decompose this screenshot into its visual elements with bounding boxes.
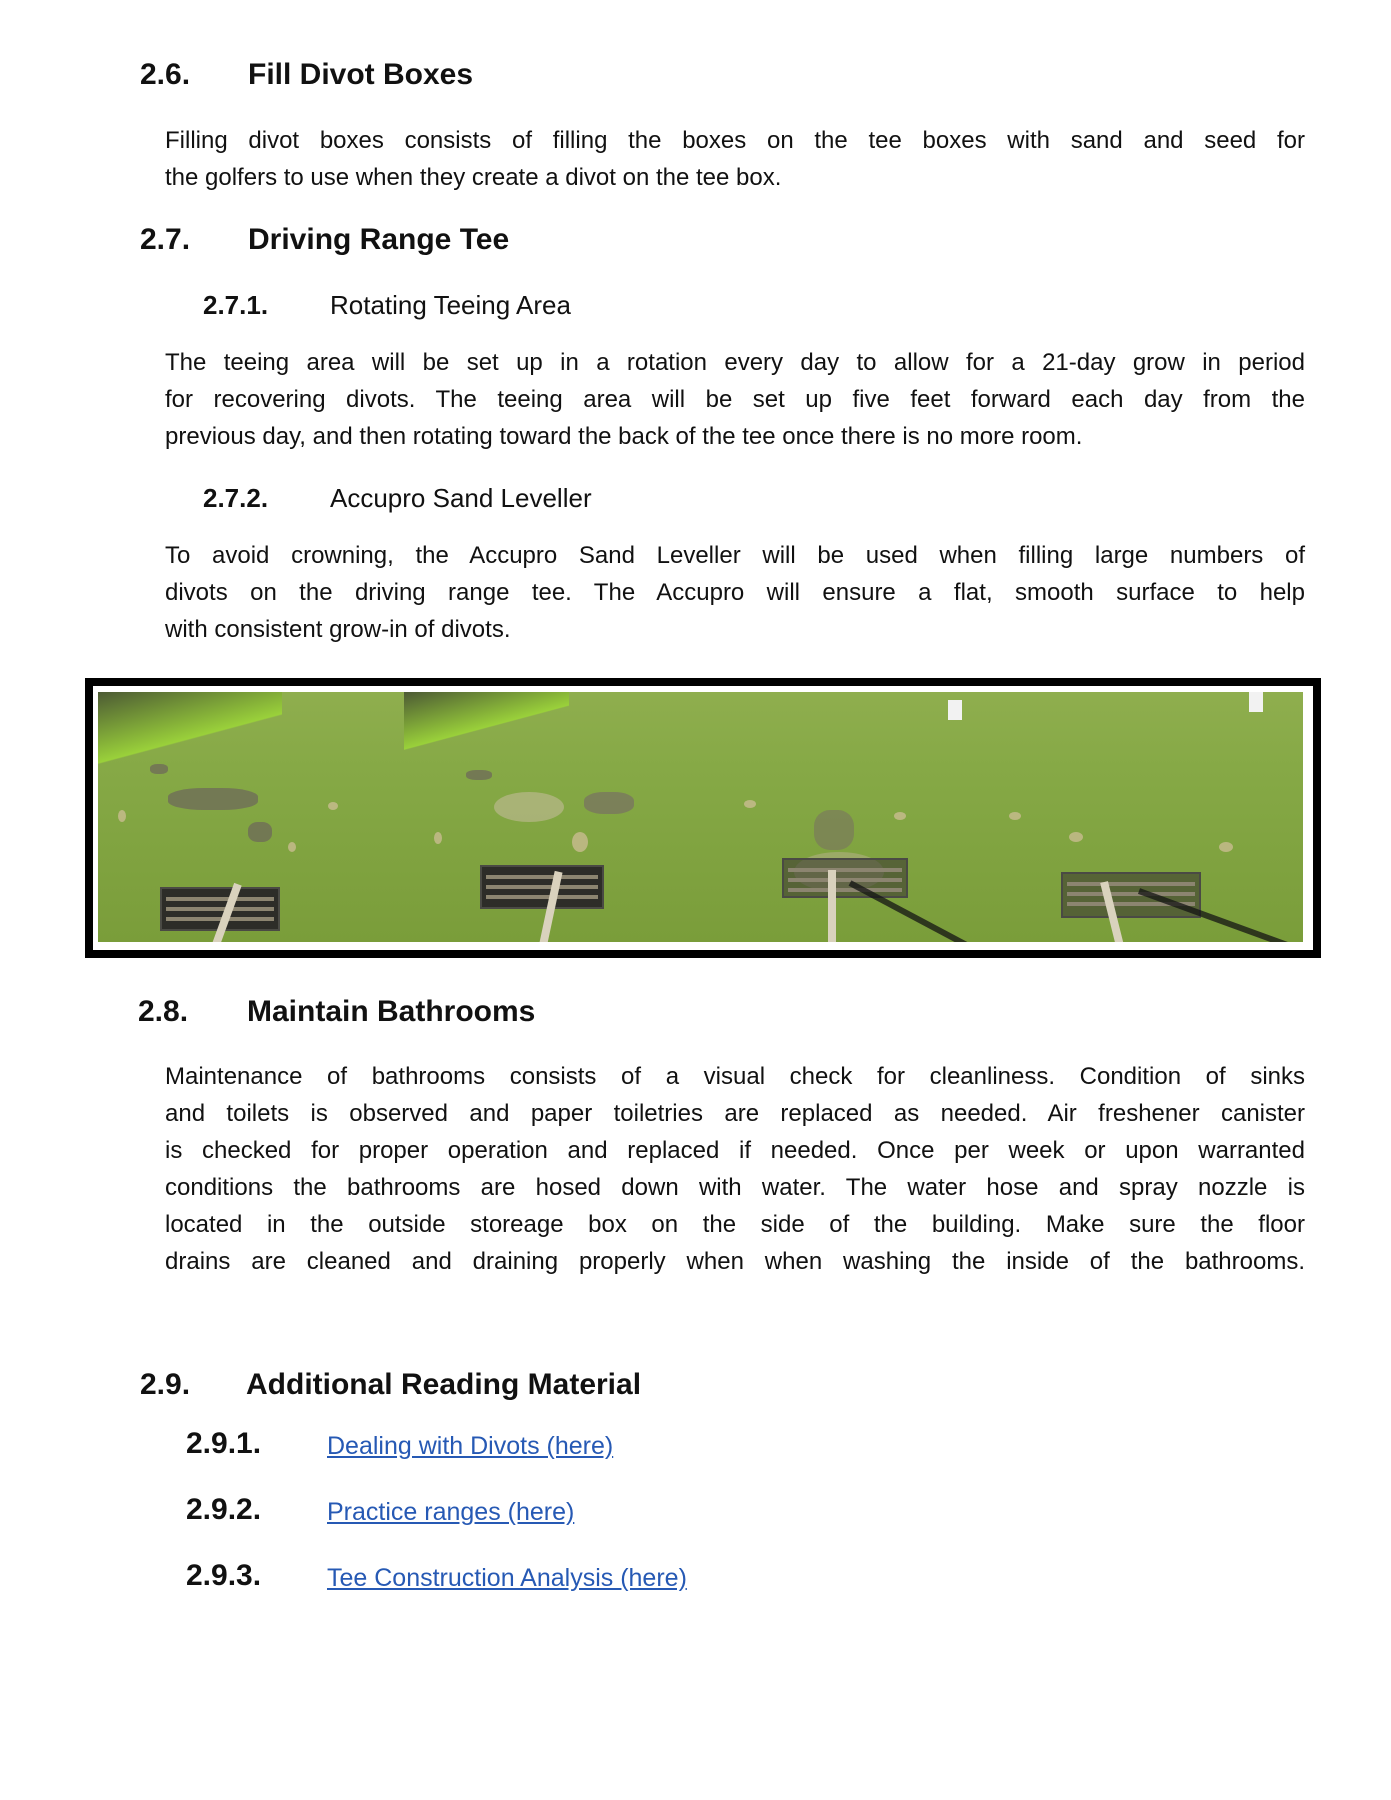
- section-title: Maintain Bathrooms: [247, 995, 536, 1028]
- paragraph-line: and toilets is observed and paper toiletries are replaced as needed. Air freshener canister: [165, 1100, 1305, 1127]
- subsection-title: Accupro Sand Leveller: [330, 483, 592, 513]
- sand-spot: [572, 832, 588, 852]
- paragraph-line: for recovering divots. The teeing area will be set up five feet forward each day from the: [165, 386, 1305, 413]
- subsection-title: Rotating Teeing Area: [330, 290, 571, 320]
- photo-panel-2: [404, 692, 704, 942]
- divot-patch: [248, 822, 272, 842]
- paragraph-line: The teeing area will be set up in a rotation every day to allow for a 21-day grow in period: [165, 349, 1305, 376]
- sand-spot: [894, 812, 906, 820]
- divot-patch: [584, 792, 634, 814]
- tee-marker: [948, 700, 962, 720]
- photo-panel-4: [989, 692, 1303, 942]
- divot-patch: [168, 788, 258, 810]
- photo-strip: [98, 692, 1303, 942]
- paragraph-line: drains are cleaned and draining properly when when washing the inside of the bathrooms.: [165, 1248, 1305, 1275]
- hedge-shape: [404, 692, 569, 752]
- sand-spot: [1219, 842, 1233, 852]
- photo-panel-1: [98, 692, 404, 942]
- subsection-heading-2-7-1: [203, 289, 803, 321]
- reading-item-2-9-3: [186, 1558, 886, 1594]
- subsection-number: 2.7.2.: [203, 483, 269, 513]
- divot-patch: [466, 770, 492, 780]
- sand-spot: [494, 792, 564, 822]
- rake-handle: [828, 870, 836, 942]
- link-tee-construction-analysis[interactable]: Tee Construction Analysis (here): [327, 1564, 687, 1592]
- sand-spot: [434, 832, 442, 844]
- section-title: Additional Reading Material: [246, 1368, 642, 1401]
- divot-patch: [814, 810, 854, 850]
- paragraph-fill-divot-boxes: [165, 122, 1305, 196]
- rake-icon: [1061, 872, 1201, 918]
- section-heading-2-9: [140, 1367, 840, 1403]
- reading-item-number: 2.9.1.: [186, 1427, 262, 1460]
- sand-spot: [744, 800, 756, 808]
- reading-item-number: 2.9.2.: [186, 1493, 262, 1526]
- sand-spot: [1069, 832, 1083, 842]
- link-practice-ranges[interactable]: Practice ranges (here): [327, 1498, 575, 1526]
- sand-spot: [118, 810, 126, 822]
- paragraph-rotating-teeing-area: [165, 344, 1305, 455]
- paragraph-line: with consistent grow-in of divots.: [165, 616, 511, 643]
- divot-patch: [150, 764, 168, 774]
- link-dealing-with-divots[interactable]: Dealing with Divots (here): [327, 1432, 614, 1460]
- section-title: Driving Range Tee: [248, 223, 510, 256]
- reading-item-2-9-1: [186, 1426, 886, 1462]
- reading-item-number: 2.9.3.: [186, 1559, 262, 1592]
- section-title: Fill Divot Boxes: [248, 58, 474, 91]
- paragraph-maintain-bathrooms: [165, 1058, 1305, 1280]
- sand-spot: [328, 802, 338, 810]
- paragraph-line: conditions the bathrooms are hosed down with water. The water hose and spray nozzle is: [165, 1174, 1305, 1201]
- paragraph-line: To avoid crowning, the Accupro Sand Leveller will be used when filling large numbers of: [165, 542, 1305, 569]
- subsection-number: 2.7.1.: [203, 290, 269, 320]
- paragraph-line: Filling divot boxes consists of filling the boxes on the tee boxes with sand and seed for: [165, 127, 1305, 154]
- tee-marker: [1249, 692, 1263, 712]
- section-number: 2.9.: [140, 1368, 191, 1401]
- paragraph-accupro-sand-leveller: [165, 537, 1305, 648]
- paragraph-line: the golfers to use when they create a divot on the tee box.: [165, 164, 782, 191]
- paragraph-line: divots on the driving range tee. The Accupro will ensure a flat, smooth surface to help: [165, 579, 1305, 606]
- paragraph-line: previous day, and then rotating toward the back of the tee once there is no more room.: [165, 423, 1083, 450]
- subsection-heading-2-7-2: [203, 482, 803, 514]
- photo-panel-3: [704, 692, 989, 942]
- hedge-shape: [98, 692, 282, 772]
- section-heading-2-8: [138, 994, 738, 1030]
- reading-item-2-9-2: [186, 1492, 886, 1528]
- section-number: 2.7.: [140, 223, 191, 256]
- section-number: 2.8.: [138, 995, 189, 1028]
- sand-spot: [1009, 812, 1021, 820]
- rake-icon: [782, 858, 908, 898]
- sand-spot: [288, 842, 296, 852]
- section-number: 2.6.: [140, 58, 191, 91]
- paragraph-line: located in the outside storeage box on the side of the building. Make sure the floor: [165, 1211, 1305, 1238]
- paragraph-line: Maintenance of bathrooms consists of a visual check for cleanliness. Condition of sinks: [165, 1063, 1305, 1090]
- section-heading-2-7: [140, 222, 740, 258]
- section-heading-2-6: [140, 57, 740, 93]
- rake-icon: [480, 865, 604, 909]
- handle-shadow: [849, 880, 975, 942]
- leveller-photo-figure: [85, 678, 1321, 958]
- paragraph-line: is checked for proper operation and replaced if needed. Once per week or upon warranted: [165, 1137, 1305, 1164]
